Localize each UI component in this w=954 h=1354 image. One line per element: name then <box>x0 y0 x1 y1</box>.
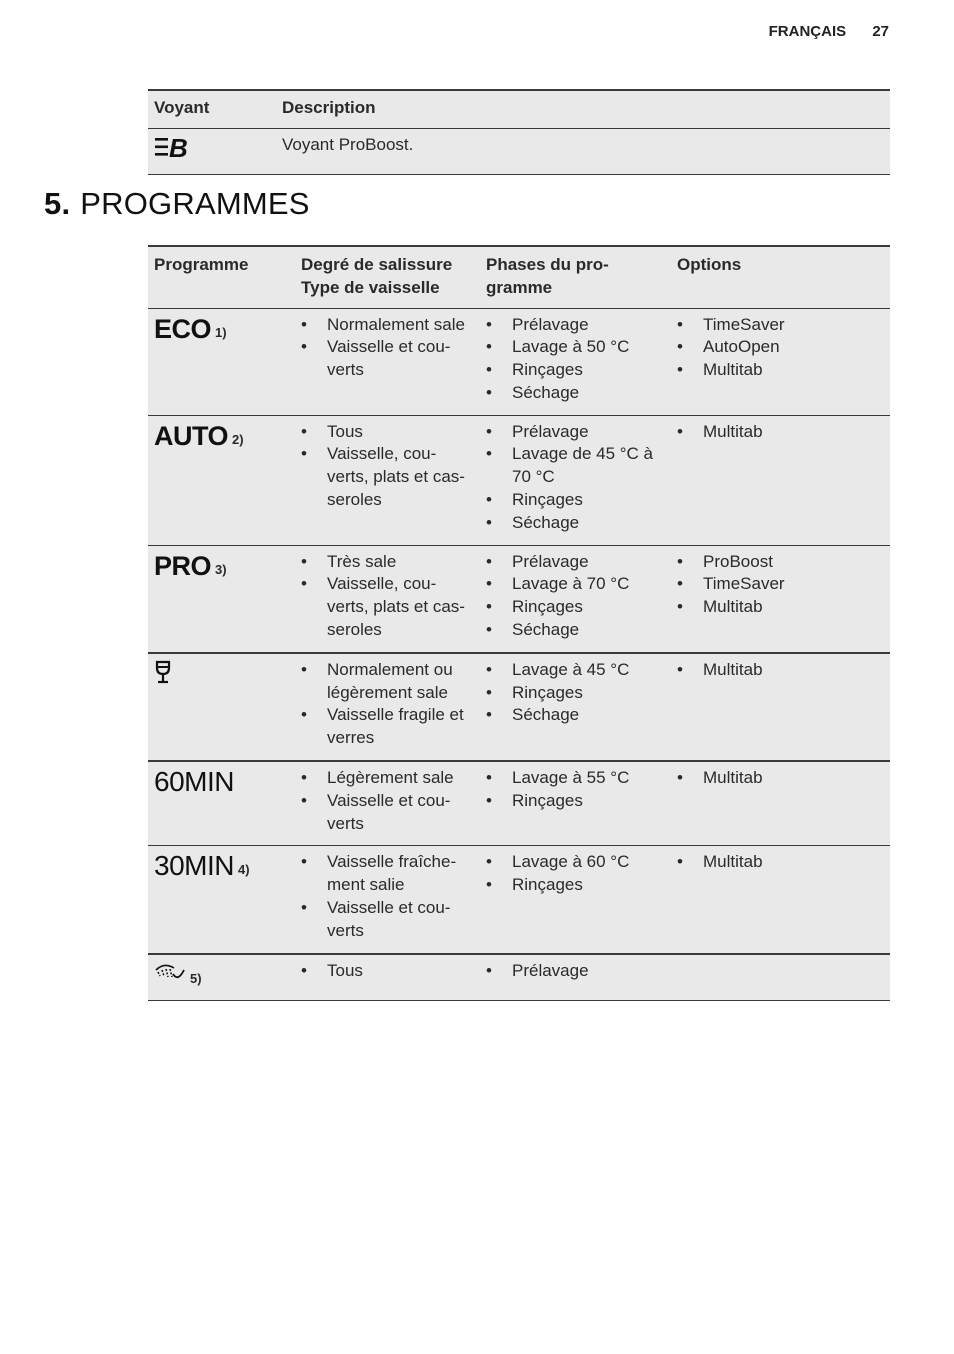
options-header: Options <box>671 246 890 308</box>
list-item: • Vaisselle, cou-verts, plats et cas-seroles <box>301 443 474 511</box>
list-item: • Tous <box>301 960 474 983</box>
programme-cell <box>148 415 295 545</box>
glass-icon <box>154 659 172 692</box>
pro-symbol: PRO <box>154 550 212 581</box>
list-item: • Rinçages <box>486 359 665 382</box>
section-heading: PROGRAMMES <box>80 186 310 221</box>
footnote-ref: 3) <box>215 561 227 577</box>
list-item: • Normalement sale <box>301 314 474 337</box>
list-item: • Vaisselle fragile et verres <box>301 704 474 750</box>
list-item: • Prélavage <box>486 551 665 574</box>
programme-cell <box>148 308 295 415</box>
table-row <box>148 761 890 846</box>
list-item: • Vaisselle et cou-verts <box>301 336 474 382</box>
60min-symbol: 60MIN <box>154 766 234 798</box>
list-item: • Lavage à 60 °C <box>486 851 665 874</box>
footnote-ref: 1) <box>215 324 227 340</box>
table-row <box>148 128 890 174</box>
phases-header: Phases du pro- gramme <box>480 246 671 308</box>
table-row <box>148 415 890 545</box>
section-title <box>44 186 310 222</box>
table-header-row <box>148 246 890 308</box>
list-item: • Lavage à 45 °C <box>486 659 665 682</box>
table-row <box>148 308 890 415</box>
list-item: • TimeSaver <box>677 314 884 337</box>
table-row <box>148 954 890 1001</box>
list-item: • Multitab <box>677 421 884 444</box>
svg-text:B: B <box>169 134 188 161</box>
programme-header: Programme <box>148 246 295 308</box>
prewash-icon <box>154 960 186 991</box>
list-item: • Normalement ou légèrement sale <box>301 659 474 705</box>
list-item: • Lavage à 50 °C <box>486 336 665 359</box>
list-item: • AutoOpen <box>677 336 884 359</box>
list-item: • Rinçages <box>486 489 665 512</box>
table-row <box>148 545 890 653</box>
30min-symbol: 30MIN <box>154 850 234 882</box>
list-item: • Vaisselle fraîche-ment salie <box>301 851 474 897</box>
list-item: • Séchage <box>486 382 665 405</box>
programme-cell <box>148 653 295 761</box>
list-item: • Séchage <box>486 704 665 727</box>
list-item: • Multitab <box>677 596 884 619</box>
programme-cell <box>148 761 295 846</box>
list-item: • Vaisselle et cou-verts <box>301 790 474 836</box>
list-item: • Rinçages <box>486 874 665 897</box>
list-item: • Rinçages <box>486 682 665 705</box>
footnote-ref: 5) <box>190 970 202 986</box>
list-item: • Prélavage <box>486 960 665 983</box>
list-item: • TimeSaver <box>677 573 884 596</box>
voyant-header: Voyant <box>148 90 276 128</box>
description-header: Description <box>276 90 890 128</box>
footnote-ref: 2) <box>232 431 244 447</box>
footnote-ref: 4) <box>237 862 250 878</box>
list-item: • Vaisselle, cou-verts, plats et cas-seroles <box>301 573 474 641</box>
list-item: • Tous <box>301 421 474 444</box>
list-item: • Rinçages <box>486 790 665 813</box>
programmes-table <box>148 245 890 1001</box>
list-item: • Légèrement sale <box>301 767 474 790</box>
degre-header: Degré de salissure Type de vaisselle <box>295 246 480 308</box>
list-item: • Prélavage <box>486 314 665 337</box>
proboost-icon <box>154 135 198 166</box>
section-number: 5. <box>44 186 71 221</box>
list-item: • Multitab <box>677 851 884 874</box>
voyant-description: Voyant ProBoost. <box>276 128 890 174</box>
list-item: • Lavage à 55 °C <box>486 767 665 790</box>
list-item: • Vaisselle et cou-verts <box>301 897 474 943</box>
voyant-cell <box>148 128 276 174</box>
programme-cell <box>148 846 295 954</box>
list-item: • Séchage <box>486 512 665 535</box>
list-item: • Multitab <box>677 767 884 790</box>
list-item: • Lavage à 70 °C <box>486 573 665 596</box>
page-header <box>769 23 889 40</box>
page-number: 27 <box>872 23 889 40</box>
list-item: • Prélavage <box>486 421 665 444</box>
list-item: • Lavage de 45 °C à 70 °C <box>486 443 665 489</box>
language-label: FRANÇAIS <box>768 23 847 40</box>
auto-symbol: AUTO <box>154 420 229 451</box>
list-item: • Séchage <box>486 619 665 642</box>
table-row <box>148 846 890 954</box>
list-item: • Rinçages <box>486 596 665 619</box>
list-item: • Très sale <box>301 551 474 574</box>
programme-cell <box>148 545 295 653</box>
eco-symbol: ECO <box>154 313 212 344</box>
list-item: • Multitab <box>677 359 884 382</box>
list-item: • Multitab <box>677 659 884 682</box>
programme-cell <box>148 954 295 1001</box>
list-item: • ProBoost <box>677 551 884 574</box>
table-row <box>148 653 890 761</box>
voyant-table <box>148 89 890 175</box>
